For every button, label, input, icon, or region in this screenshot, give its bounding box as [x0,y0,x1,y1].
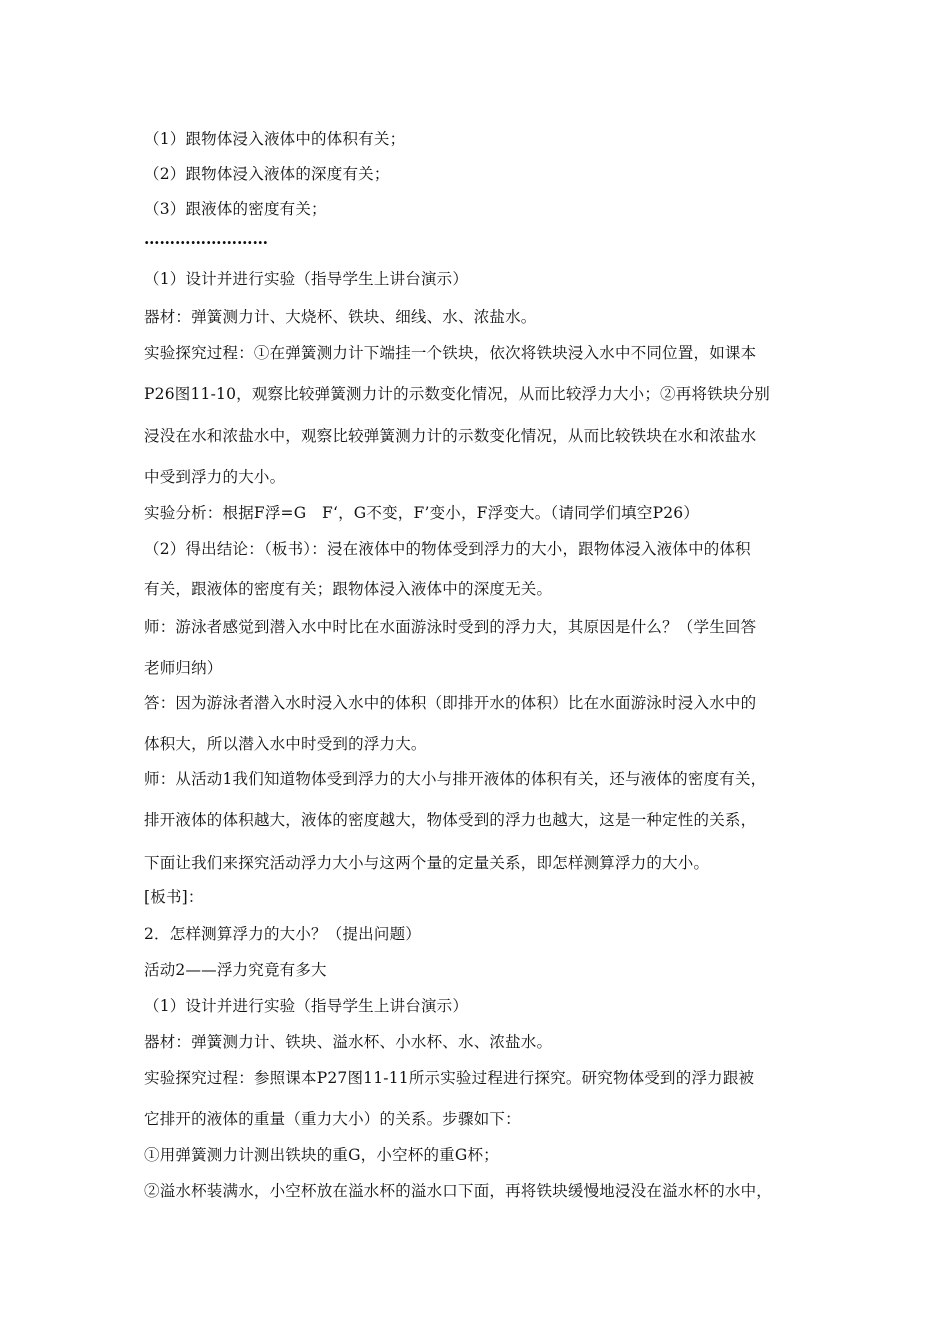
procedure-1-line-3: 浸没在水和浓盐水中，观察比较弹簧测力计的示数变化情况，从而比较铁块在水和浓盐水 [144,427,757,445]
teacher-remark-line-1: 师：从活动1我们知道物体受到浮力的大小与排开液体的体积有关，还与液体的密度有关， [144,770,767,788]
teacher-question-line-2: 老师归纳） [144,659,223,677]
procedure-1-line-4: 中受到浮力的大小。 [144,468,286,486]
procedure-2-line-2: 它排开的液体的重量（重力大小）的关系。步骤如下： [144,1110,521,1128]
hypothesis-2: （2）跟物体浸入液体的深度有关； [144,165,390,183]
ellipsis-line: …………………… [144,229,268,248]
teacher-remark-line-2: 排开液体的体积越大，液体的密度越大，物体受到的浮力也越大，这是一种定性的关系， [144,811,757,829]
procedure-2-line-1: 实验探究过程：参照课本P27图11-11所示实验过程进行探究。研究物体受到的浮力跟被 [144,1069,755,1087]
experiment-2-heading: （1）设计并进行实验（指导学生上讲台演示） [144,997,469,1015]
board-note-label: [板书]： [144,888,204,906]
conclusion-line-1: （2）得出结论：（板书）：浸在液体中的物体受到浮力的大小，跟物体浸入液体中的体积 [144,540,751,558]
equipment-1: 器材：弹簧测力计、大烧杯、铁块、细线、水、浓盐水。 [144,308,537,326]
procedure-1-line-2: P26图11-10，观察比较弹簧测力计的示数变化情况，从而比较浮力大小；②再将铁块分别 [144,385,770,403]
answer-line-1: 答：因为游泳者潜入水时浸入水中的体积（即排开水的体积）比在水面游泳时浸入水中的 [144,694,757,712]
teacher-question-line-1: 师：游泳者感觉到潜入水中时比在水面游泳时受到的浮力大，其原因是什么？（学生回答 [144,618,757,636]
teacher-remark-line-3: 下面让我们来探究活动浮力大小与这两个量的定量关系，即怎样测算浮力的大小。 [144,854,710,872]
question-2-heading: 2．怎样测算浮力的大小？（提出问题） [144,925,421,943]
hypothesis-1: （1）跟物体浸入液体中的体积有关； [144,130,406,148]
equipment-2: 器材：弹簧测力计、铁块、溢水杯、小水杯、水、浓盐水。 [144,1033,553,1051]
procedure-1-line-1: 实验探究过程：①在弹簧测力计下端挂一个铁块，依次将铁块浸入水中不同位置，如课本 [144,344,757,362]
hypothesis-3: （3）跟液体的密度有关； [144,200,327,218]
conclusion-line-2: 有关，跟液体的密度有关；跟物体浸入液体中的深度无关。 [144,580,553,598]
activity-2-title: 活动2——浮力究竟有多大 [144,961,327,979]
step-1: ①用弹簧测力计测出铁块的重G，小空杯的重G杯； [144,1146,499,1164]
analysis-line: 实验分析：根据F浮=G F‘，G不变，F’变小，F浮变大。（请同学们填空P26） [144,504,700,522]
answer-line-2: 体积大，所以潜入水中时受到的浮力大。 [144,735,427,753]
experiment-1-heading: （1）设计并进行实验（指导学生上讲台演示） [144,270,469,288]
step-2: ②溢水杯装满水，小空杯放在溢水杯的溢水口下面，再将铁块缓慢地浸没在溢水杯的水中， [144,1182,773,1200]
